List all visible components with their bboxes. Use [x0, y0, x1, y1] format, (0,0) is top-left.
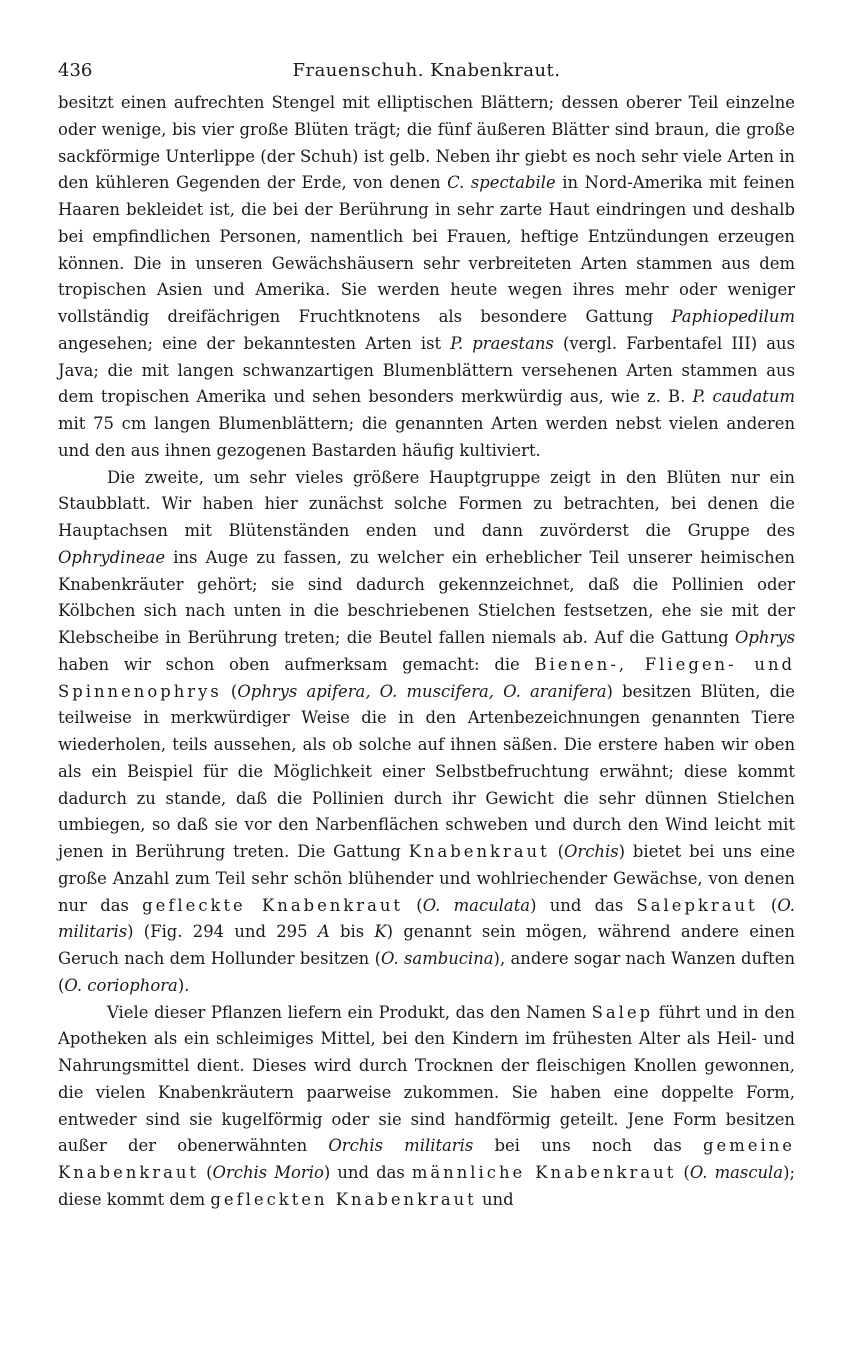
latin-name: O. militaris: [58, 895, 795, 942]
text-run: mit 75 cm langen Blumenblättern; die genannten Arten werden nebst vielen anderen und den aus ihnen gezogenen Bastarden häufig kultiviert.: [58, 414, 795, 460]
latin-name: Ophrys: [735, 628, 795, 647]
latin-name: O. maculata: [422, 895, 531, 915]
running-title: Frauenschuh. Knabenkraut.: [292, 60, 561, 81]
text-run: ); diese kommt dem: [58, 1163, 795, 1209]
latin-name: O. sambucina: [380, 949, 494, 968]
latin-name: Orchis: [563, 842, 619, 861]
latin-name: Orchis Morio: [212, 1163, 324, 1182]
latin-name: P. praestans: [450, 333, 554, 353]
text-run: (vergl. Farbentafel III) aus Java; die mit langen schwanzartigen Blumenblättern versehenen Arten stammen aus dem tropischen Amerika und sehen besonders merkwürdig aus, wie z. B.: [58, 333, 795, 407]
text-run: besitzt einen aufrechten Stengel mit elliptischen Blättern; dessen oberer Teil einzelne oder wenige, bis vier große Blüten trägt; die fünf äußeren Blätter sind braun, die große sackförmige Unterlippe (der Schuh) ist gelb. Neben ihr giebt es noch sehr viele Arten in den kühleren Gegenden der Erde, von denen: [58, 93, 795, 193]
text-run: führt und in den Apotheken als ein schleimiges Mittel, bei den Kindern im frühesten Alter als Heil- und Nahrungsmittel dient. Dieses wird durch Trocknen der fleischigen Knollen gewonnen, die vielen Knabenkräutern paarweise zukommen. Sie haben eine doppelte Form, entweder sind sie kugelförmig oder sie sind handförmig geteilt. Jene Form besitzen außer der obenerwähnten: [58, 1002, 796, 1156]
text-run: (: [221, 681, 238, 701]
text-run: ) und das: [530, 895, 637, 915]
latin-name: C. spectabile: [447, 173, 556, 193]
paragraph-2: [58, 465, 795, 1000]
text-run: (: [199, 1163, 213, 1182]
spaced-term: gemeine Knabenkraut: [58, 1136, 795, 1182]
spaced-term: Salep: [591, 1002, 654, 1022]
latin-name: Ophrydineae: [58, 547, 166, 567]
spaced-term: gefleckte Knabenkraut: [142, 895, 404, 915]
text-run: und: [476, 1189, 514, 1209]
spaced-term: Salepkraut: [636, 895, 758, 915]
paragraph-1: [58, 90, 795, 465]
text-run: in Nord-Amerika mit feinen Haaren bekleidet ist, die bei der Berührung in sehr zarte Haut eindringen und deshalb bei empfindlichen Personen, namentlich bei Frauen, heftige Entzündungen erzeugen können. Die in unseren Gewächshäusern sehr verbreiteten Arten stammen aus dem tropischen Asien und Amerika. Sie werden heute wegen ihres mehr oder weniger vollständig dreifächrigen Fruchtknotens als besondere Gattung: [58, 173, 795, 326]
text-run: Die zweite, um sehr vieles größere Hauptgruppe zeigt in den Blüten nur ein Staubblatt. Wir haben hier zunächst solche Formen zu betrachten, bei denen die Hauptachsen mit Blütenständen enden und dann zuvörderst die Gruppe des: [58, 467, 795, 540]
spaced-term: Bienen-, Fliegen- und Spinnenophrys: [58, 654, 796, 701]
spaced-term: männliche Knabenkraut: [411, 1163, 677, 1182]
book-page: [58, 50, 795, 1214]
latin-name: Ophrys apifera, O. muscifera, O. aranifera: [237, 681, 607, 701]
latin-name: Orchis militaris: [328, 1136, 474, 1156]
page-header: [58, 50, 795, 90]
text-run: (: [549, 842, 564, 861]
latin-name: A: [317, 922, 330, 942]
latin-name: P. caudatum: [692, 387, 795, 407]
body-text: [58, 90, 795, 1214]
text-run: (: [676, 1163, 690, 1182]
latin-name: O. mascula: [689, 1163, 784, 1182]
latin-name: Paphiopedilum: [671, 307, 795, 326]
text-run: ).: [177, 975, 190, 995]
text-run: ), andere sogar nach Wanzen duften (: [58, 949, 795, 995]
text-run: ) und das: [323, 1163, 412, 1182]
text-run: ) bietet bei uns eine große Anzahl zum Teil sehr schön blühender und wohlriechender Gewächse, von denen nur das: [58, 842, 796, 915]
text-run: (: [757, 895, 778, 915]
spaced-term: gefleckten Knabenkraut: [210, 1189, 477, 1209]
text-run: ) genannt sein mögen, während andere einen Geruch nach dem Hollunder besitzen (: [58, 922, 795, 968]
text-run: bis: [329, 922, 375, 942]
latin-name: K: [374, 922, 387, 942]
text-run: ) (Fig. 294 und 295: [127, 922, 318, 942]
spaced-term: Knabenkraut: [408, 842, 550, 861]
text-run: bei uns noch das: [473, 1136, 704, 1156]
page-number: 436: [58, 60, 93, 81]
latin-name: O. coriophora: [64, 975, 178, 995]
text-run: haben wir schon oben aufmerksam gemacht: die: [58, 654, 535, 674]
text-run: Viele dieser Pflanzen liefern ein Produkt, das den Namen: [107, 1002, 592, 1022]
text-run: ins Auge zu fassen, zu welcher ein erheblicher Teil unserer heimischen Knabenkräuter gehört; sie sind dadurch gekennzeichnet, daß die Pollinien oder Kölbchen sich nach unten in die beschriebenen Stielchen festsetzen, ehe sie mit der Klebscheibe in Berührung treten; die Beutel fallen niemals ab. Auf die Gattung: [58, 547, 795, 647]
paragraph-3: [58, 1000, 795, 1214]
text-run: ) besitzen Blüten, die teilweise in merkwürdiger Weise die in den Artenbezeichnungen genannten Tiere wiederholen, teils aussehen, als ob solche auf ihnen säßen. Die erstere haben wir oben als ein Beispiel für die Möglichkeit einer Selbstbefruchtung erwähnt; diese kommt dadurch zu stande, daß die Pollinien durch ihr Gewicht die sehr dünnen Stielchen umbiegen, so daß sie vor den Narbenflächen schweben und durch den Wind leicht mit jenen in Berührung treten. Die Gattung: [58, 681, 795, 861]
text-run: (: [403, 895, 423, 915]
text-run: angesehen; eine der bekanntesten Arten ist: [58, 333, 451, 353]
